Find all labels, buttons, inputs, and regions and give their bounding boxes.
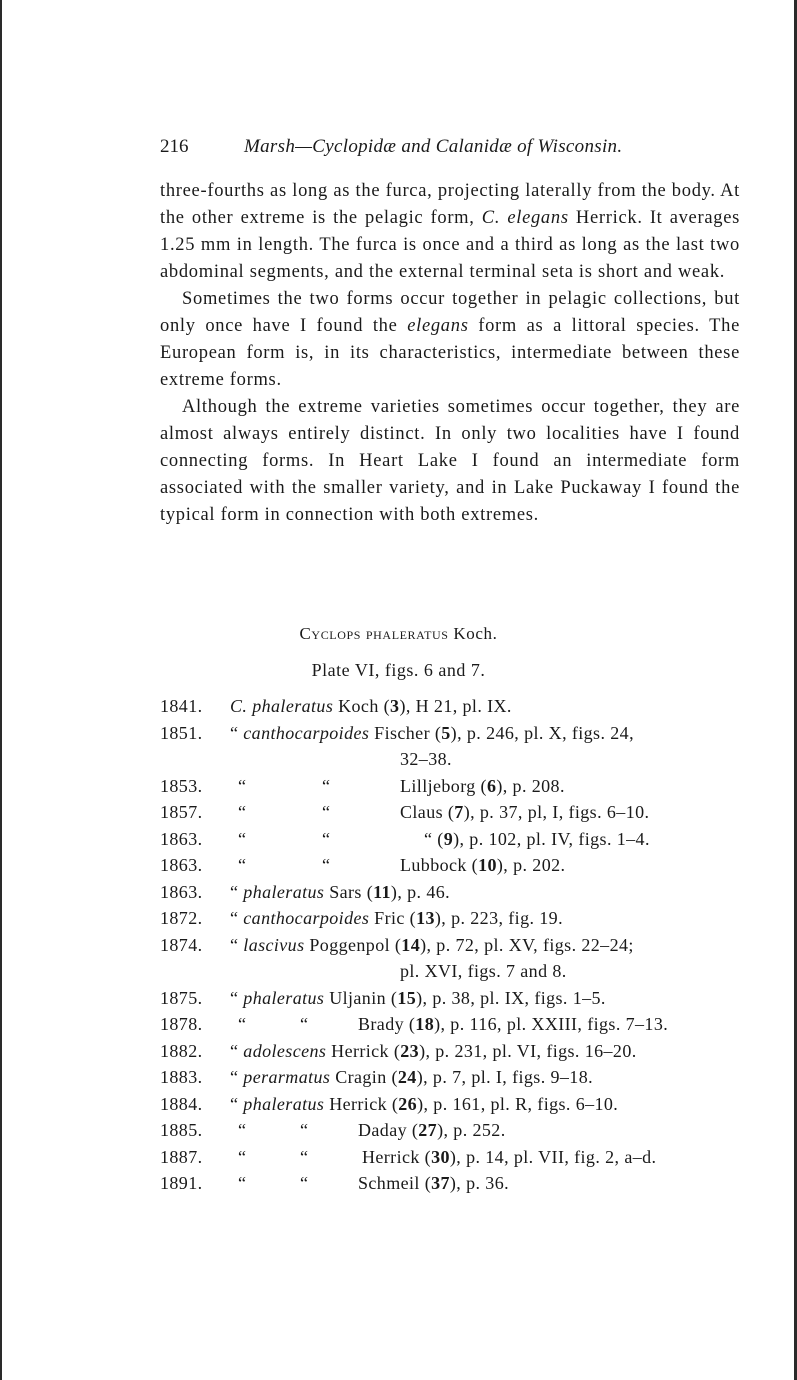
reference-text <box>358 1120 506 1141</box>
reference-number: 14 <box>401 934 421 955</box>
reference-number: 10 <box>478 855 497 875</box>
paragraph-1-text-c: Herrick. It averages 1.25 mm in length. The furca is once and a third as long as the last two abdominal segments, and the external terminal seta is short and weak. <box>160 208 741 282</box>
reference-author: Daday ( <box>358 1120 419 1140</box>
reference-pages: ), p. 102, pl. IV, figs. 1–4. <box>453 828 650 849</box>
paragraph-1-italic: C. elegans <box>481 208 569 228</box>
section-title-species: Cyclops phaleratus <box>299 624 449 643</box>
reference-text <box>230 1067 593 1088</box>
ditto-mark: “ <box>230 1040 244 1061</box>
reference-text <box>230 723 634 744</box>
reference-author: Herrick ( <box>326 1040 401 1061</box>
reference-continuation-text: pl. XVI, figs. 7 and 8. <box>400 961 567 981</box>
ditto-mark: “ <box>230 722 244 743</box>
reference-pages: ), p. 72, pl. XV, figs. 22–24; <box>420 934 634 955</box>
section-title <box>0 624 797 644</box>
ditto-mark: “ <box>230 1093 244 1114</box>
reference-species: phaleratus <box>252 696 334 716</box>
reference-year: 1887. <box>160 1146 203 1167</box>
reference-pages: ), p. 161, pl. R, figs. 6–10. <box>417 1093 619 1114</box>
reference-species: canthocarpoides <box>243 722 370 743</box>
reference-author: Koch ( <box>333 696 391 716</box>
reference-year: 1882. <box>160 1040 203 1061</box>
reference-text <box>362 1147 656 1168</box>
running-title: Marsh—Cyclopidæ and Calanidæ of Wisconsin. <box>244 136 623 157</box>
reference-species: phaleratus <box>243 987 325 1008</box>
paragraph-2-text-a: Sometimes the two forms occur together in pelagic collections, but only once have I found the <box>160 289 740 336</box>
reference-number: 7 <box>454 802 464 822</box>
paragraph-1 <box>160 178 740 286</box>
ditto-mark: “ <box>238 1014 247 1034</box>
reference-author: Lubbock ( <box>400 855 479 875</box>
reference-number: 3 <box>390 696 400 716</box>
reference-pages: ), p. 116, pl. XXIII, figs. 7–13. <box>434 1014 669 1034</box>
reference-species: phaleratus <box>243 1093 325 1114</box>
reference-pages: ), p. 38, pl. IX, figs. 1–5. <box>416 987 606 1008</box>
reference-pages: ), p. 46. <box>390 881 451 902</box>
reference-text <box>400 855 565 876</box>
reference-pages: ), p. 246, pl. X, figs. 24, <box>450 722 634 743</box>
reference-author: Brady ( <box>358 1014 416 1034</box>
reference-row <box>160 1014 750 1041</box>
reference-author: Fric ( <box>369 908 417 928</box>
ditto-mark: “ <box>238 1173 247 1193</box>
reference-genus: C. <box>230 696 253 716</box>
reference-year: 1872. <box>160 908 203 928</box>
reference-row <box>160 1041 750 1068</box>
reference-year: 1885. <box>160 1120 203 1140</box>
paragraph-2-italic: elegans <box>407 316 469 336</box>
ditto-mark: “ <box>300 1146 309 1167</box>
reference-author: Lilljeborg ( <box>400 775 487 796</box>
reference-species: adolescens <box>243 1040 327 1061</box>
reference-row <box>160 776 750 803</box>
reference-number: 37 <box>431 1173 450 1193</box>
paragraph-3 <box>160 394 740 529</box>
reference-text <box>230 1094 618 1115</box>
paragraph-2 <box>160 286 740 394</box>
reference-year: 1883. <box>160 1067 203 1087</box>
reference-year: 1853. <box>160 775 203 796</box>
reference-author: Fischer ( <box>369 722 442 743</box>
reference-number: 30 <box>431 1146 450 1167</box>
reference-author: Herrick ( <box>362 1146 432 1167</box>
reference-number: 26 <box>398 1093 418 1114</box>
reference-row <box>160 723 750 750</box>
reference-text <box>230 882 450 903</box>
reference-row <box>160 696 750 723</box>
paragraph-2-text-c: form as a littoral species. The European form is, in its characteristics, intermediate between these extreme forms. <box>160 316 741 390</box>
paragraph-1-text-a: three-fourths as long as the furca, projecting laterally from the body. At the other extreme is the pelagic form, <box>160 181 740 228</box>
reference-year: 1878. <box>160 1014 203 1034</box>
ditto-mark: “ <box>230 881 244 902</box>
reference-number: 18 <box>415 1014 435 1034</box>
reference-pages: ), p. 14, pl. VII, fig. 2, a–d. <box>449 1146 657 1167</box>
reference-number: 24 <box>397 1067 417 1087</box>
ditto-mark: “ <box>238 855 247 875</box>
reference-number: 9 <box>443 828 454 849</box>
reference-pages: ), p. 223, fig. 19. <box>434 908 563 928</box>
reference-number: 5 <box>441 722 451 743</box>
reference-year: 1863. <box>160 855 203 875</box>
synonymy-list <box>160 696 750 1200</box>
reference-pages: ), p. 208. <box>496 775 565 796</box>
reference-number: 6 <box>486 775 497 796</box>
reference-row <box>160 1173 750 1200</box>
reference-author: Uljanin ( <box>324 987 398 1008</box>
reference-row <box>160 1120 750 1147</box>
reference-pages: ), p. 252. <box>437 1120 506 1140</box>
reference-row <box>160 829 750 856</box>
reference-year: 1863. <box>160 828 203 849</box>
reference-text <box>424 829 650 850</box>
page-number: 216 <box>160 136 189 157</box>
reference-species: canthocarpoides <box>243 908 370 928</box>
ditto-mark: “ <box>230 908 244 928</box>
reference-row <box>160 855 750 882</box>
reference-pages: ), p. 37, pl, I, figs. 6–10. <box>463 802 650 822</box>
reference-author: Cragin ( <box>330 1067 398 1087</box>
reference-row <box>160 882 750 909</box>
reference-year: 1884. <box>160 1093 203 1114</box>
scan-border-left <box>0 0 2 1380</box>
section-title-author: Koch. <box>448 624 498 643</box>
plate-reference: Plate VI, figs. 6 and 7. <box>311 660 486 680</box>
reference-number: 15 <box>397 987 417 1008</box>
ditto-mark: “ <box>238 775 247 796</box>
reference-row <box>160 988 750 1015</box>
reference-text <box>230 988 606 1009</box>
reference-pages: ), p. 7, pl. I, figs. 9–18. <box>416 1067 594 1087</box>
reference-text <box>230 908 563 929</box>
reference-text <box>358 1014 668 1035</box>
reference-author: Herrick ( <box>324 1093 399 1114</box>
reference-text <box>358 1173 509 1194</box>
paragraph-3-text: Although the extreme varieties sometimes occur together, they are almost always entirely distinct. In only two localities have I found connecting forms. In Heart Lake I found an intermediate form associated with the smaller variety, and in Lake Puckaway I found the typical form in connection with both extremes. <box>160 397 740 525</box>
reference-row <box>160 1094 750 1121</box>
reference-pages: ), p. 202. <box>496 855 566 875</box>
reference-text <box>230 696 512 717</box>
reference-number: 11 <box>373 881 391 902</box>
reference-number: 27 <box>418 1120 438 1140</box>
reference-text <box>230 1041 637 1062</box>
ditto-mark: “ <box>300 1120 309 1140</box>
reference-year: 1863. <box>160 881 203 902</box>
ditto-mark: “ <box>230 934 244 955</box>
reference-continuation <box>160 749 750 776</box>
reference-row <box>160 1067 750 1094</box>
reference-year: 1874. <box>160 934 203 955</box>
reference-year: 1891. <box>160 1173 203 1193</box>
reference-row <box>160 802 750 829</box>
reference-pages: ), H 21, pl. IX. <box>399 696 512 716</box>
reference-author: Claus ( <box>400 802 455 822</box>
reference-species: phaleratus <box>243 881 325 902</box>
ditto-mark: “ <box>230 1067 244 1087</box>
reference-author: Sars ( <box>324 881 374 902</box>
reference-number: 13 <box>416 908 435 928</box>
reference-author: Schmeil ( <box>358 1173 432 1193</box>
reference-species: lascivus <box>243 934 305 955</box>
ditto-mark: “ <box>322 802 331 822</box>
reference-species: perarmatus <box>243 1067 331 1087</box>
reference-text <box>230 935 634 956</box>
reference-pages: ), p. 36. <box>449 1173 510 1193</box>
reference-row <box>160 1147 750 1174</box>
ditto-mark: “ <box>322 855 331 875</box>
reference-row <box>160 908 750 935</box>
ditto-mark: “ <box>238 828 247 849</box>
reference-number: 23 <box>400 1040 420 1061</box>
ditto-mark: “ <box>300 1014 309 1034</box>
reference-continuation-text: 32–38. <box>400 749 452 769</box>
ditto-mark: “ <box>322 775 331 796</box>
ditto-mark: “ <box>300 1173 309 1193</box>
ditto-mark: “ <box>238 1146 247 1167</box>
reference-text <box>400 802 649 823</box>
reference-text <box>400 776 565 797</box>
reference-row <box>160 935 750 962</box>
running-head <box>160 136 670 162</box>
body-text <box>160 178 740 529</box>
reference-continuation <box>160 961 750 988</box>
reference-year: 1857. <box>160 802 203 822</box>
reference-year: 1851. <box>160 722 203 743</box>
reference-year: 1841. <box>160 696 203 716</box>
reference-author: “ ( <box>424 828 444 849</box>
ditto-mark: “ <box>238 802 247 822</box>
ditto-mark: “ <box>322 828 331 849</box>
ditto-mark: “ <box>230 987 244 1008</box>
ditto-mark: “ <box>238 1120 247 1140</box>
reference-year: 1875. <box>160 987 203 1008</box>
reference-author: Poggenpol ( <box>304 934 402 955</box>
reference-pages: ), p. 231, pl. VI, figs. 16–20. <box>419 1040 637 1061</box>
